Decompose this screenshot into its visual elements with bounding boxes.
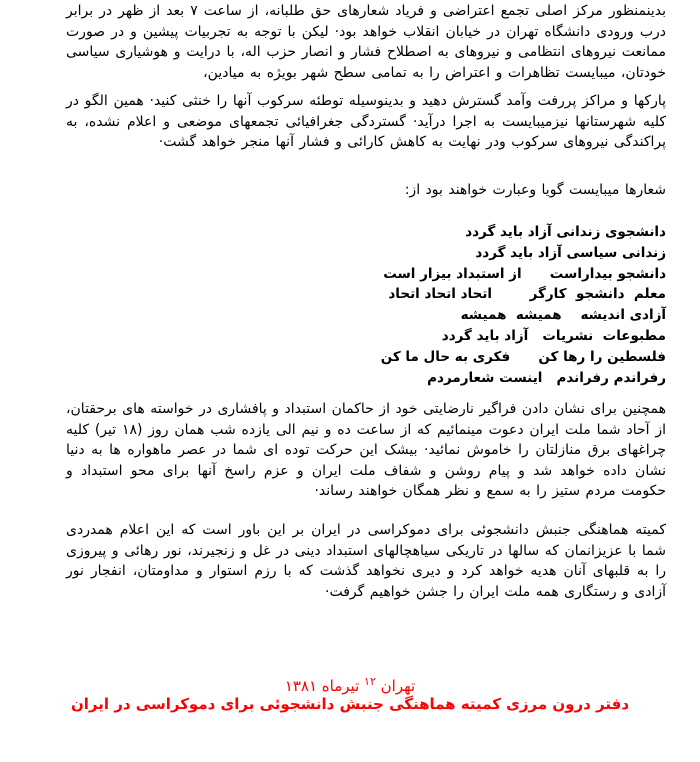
- paragraph-committee-statement: کمیته هماهنگی جنبش دانشجوئی برای دموکراسی در ایران بر این باور است که این اعلام همدردی شما با عزیزانمان که سالها در تاریکی سیاهچالهای استبداد دینی در غل و زنجیرند، نور رهائی و پیروزی را به قلبهای آنان هدیه خواهد کرد و دیری نخواهد گذشت که با رزم استوار و مداومتان، انفجار نور آزادی و رستگاری همه ملت ایران را جشن خواهیم گرفت·: [66, 522, 666, 600]
- paragraph-spread-protests: پارکها و مراکز پررفت وآمد گسترش دهید و بدینوسیله توطئه سرکوب آنها را خنثی کنید· همین الگو در کلیه شهرستانها نیزمیبایست به اجرا درآید· گستردگی جغرافیائی تجمعهای موضعی و اعلام نشده، به پراکندگی نیروهای سرکوب ودر نهایت به کاهش کارائی و فشار آنها منجر خواهد گشت·: [66, 93, 666, 150]
- signature-day: ۱۲: [364, 675, 376, 688]
- slogan-list: [66, 222, 666, 388]
- paragraph-gathering-location: بدینمنظور مرکز اصلی تجمع اعتراضی و فریاد شعارهای حق طلبانه، از ساعت ۷ بعد از ظهر در برابر درب ورودی دانشگاه تهران در خیابان انقلاب خواهد بود· لیکن با توجه به تجربیات پیشین و در صورت ممانعت نیروهای انتظامی و نیروهای به اصطلاح فشار و انصار حزب اله، با درایت و هوشیاری سیاسی خودتان، میبایست تظاهرات و اعتراض را به تمامی سطح شهر بویژه به میادین،: [66, 3, 666, 81]
- slogans-intro: شعارها میبایست گویا وعبارت خواهند بود از:: [404, 182, 666, 198]
- paragraph-lights-off: همچنین برای نشان دادن فراگیر نارضایتی خود از حاکمان استبداد و پافشاری در خواسته های برحقتان، از آحاد شما ملت ایران دعوت مینمائیم که از ساعت ده و نیم الی یازده شب همان روز (۱۸ تیر) کلیه چراغهای برق منازلتان را خاموش نمائید· بیشک این حرکت توده ای شما در عصر ماهواره ها به دنیا نشان داده خواهد شد و پیام روشن و شفاف ملت ایران و عزم راسخ آنها برای محو استبداد و حکومت مردم ستیز را به سمع و نظر همگان خواهند رساند·: [66, 401, 666, 499]
- slogan-item: معلم دانشجو کارگر اتحاد اتحاد اتحاد: [388, 286, 666, 303]
- signature-city: تهران: [380, 677, 416, 695]
- signature-month-year: تیرماه ۱۳۸۱: [284, 677, 360, 695]
- slogan-item: رفراندم رفراندم اینست شعارمردم: [427, 369, 666, 386]
- signature-organization: دفتر درون مرزی کمیته هماهنگی جنبش دانشجوئی برای دموکراسی در ایران: [70, 695, 630, 713]
- slogan-item: زندانی سیاسی آزاد باید گردد: [475, 244, 666, 261]
- slogan-item: فلسطین را رها کن فکری به حال ما کن: [380, 348, 666, 365]
- slogan-item: دانشجو بیداراست از استبداد بیزار است: [383, 265, 666, 282]
- slogan-item: مطبوعات نشریات آزاد باید گردد: [441, 327, 666, 344]
- slogan-item: دانشجوی زندانی آزاد باید گردد: [465, 224, 666, 240]
- slogan-item: آزادی اندیشه همیشه همیشه: [460, 307, 666, 324]
